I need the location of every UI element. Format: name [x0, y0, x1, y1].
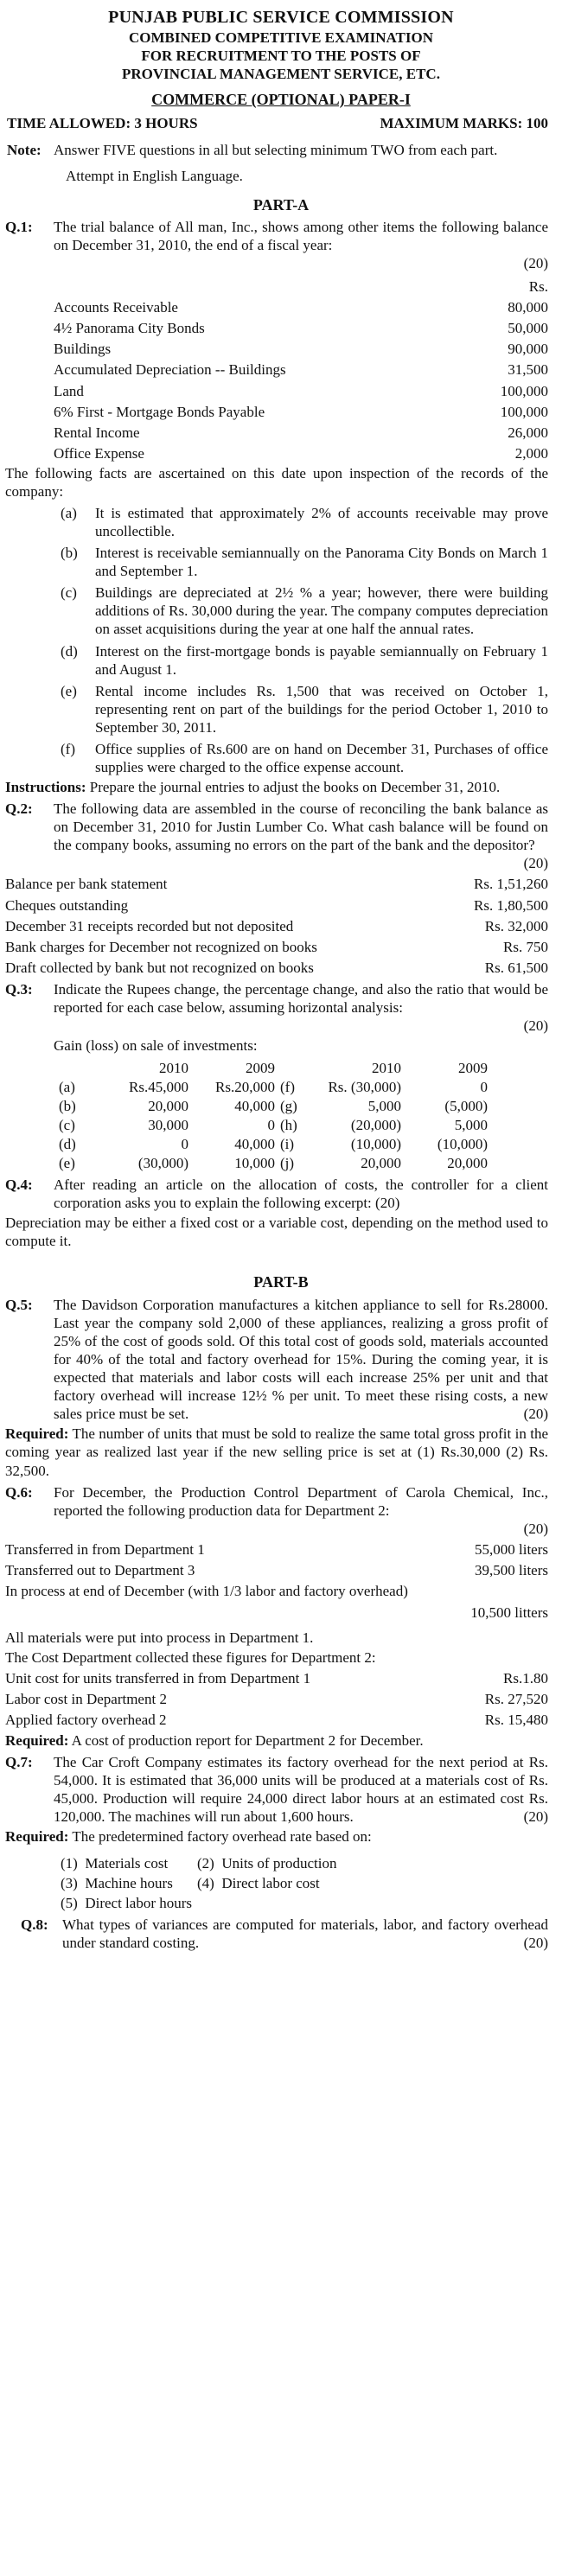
question-text: For December, the Production Control Department of Carola Chemical, Inc., reported the following production data for Department 2:: [54, 1483, 548, 1519]
table-row: Buildings 90,000: [54, 341, 548, 358]
question-number: Q.1:: [5, 218, 33, 235]
question-8: [0, 1916, 562, 1952]
question-number: Q.5:: [5, 1296, 33, 1313]
question-7: [0, 1753, 562, 1826]
fact-item: (d) Interest on the first-mortgage bonds is payable semiannually on February 1 and August 1.: [61, 642, 548, 678]
gain-label: Gain (loss) on sale of investments:: [54, 1037, 258, 1055]
question-number: Q.7:: [5, 1753, 33, 1770]
note-language: Attempt in English Language.: [66, 167, 243, 184]
in-process-label: In process at end of December (with 1/3 labor and factory overhead): [5, 1582, 408, 1599]
fact-item: (f) Office supplies of Rs.600 are on hand on December 31, Purchases of office supplies were charged to the office expense account.: [61, 740, 548, 775]
note: [0, 141, 562, 159]
question-number: Q.3:: [5, 980, 33, 998]
table-row: Land 100,000: [54, 382, 548, 399]
excerpt: Depreciation may be either a fixed cost or a variable cost, depending on the method used to compute it.: [5, 1215, 548, 1250]
exam-subtitle: FOR RECRUITMENT TO THE POSTS OF: [141, 47, 421, 64]
table-row: Labor cost in Department 2 Rs. 27,520: [5, 1691, 548, 1708]
materials-line: All materials were put into process in Department 1.: [5, 1629, 314, 1647]
question-number: Q.8:: [21, 1916, 48, 1934]
fact-item: (c) Buildings are depreciated at 2½ % a year; however, there were building additions of Rs. 30,000 during the year. The company computes depreciation on asset acquisitions during the year at one half the annual rates.: [61, 584, 548, 638]
question-text: The Car Croft Company estimates its factory overhead for the next period at Rs. 54,000. It is estimated that 36,000 units will be produced at a materials cost of Rs. 45,000. Production will require 24,000 direct labor hours at an estimated cost Rs. 120,000. The machines will run about 1,600 hours.: [54, 1753, 548, 1825]
question-marks: (20): [523, 255, 548, 272]
question-3: [0, 980, 562, 1017]
gain-table: [59, 1058, 548, 1172]
table-row: Applied factory overhead 2 Rs. 15,480: [5, 1712, 548, 1729]
question-marks: (20): [523, 855, 548, 872]
question-number: Q.6:: [5, 1483, 33, 1501]
question-text: The following data are assembled in the course of reconciling the bank balance as on December 31, 2010 for Justin Lumber Co. What cash balance will be found on the company books, assuming no errors on the part of the bank and the depositor?: [54, 800, 548, 854]
currency-label: Rs.: [528, 278, 548, 296]
table-row: Cheques outstanding Rs. 1,80,500: [5, 896, 548, 914]
question-marks: (20): [523, 1935, 548, 1952]
required: Required: A cost of production report for Department 2 for December.: [5, 1731, 424, 1749]
table-row: (e) (30,000) 10,000 (j) 20,000 20,000: [59, 1154, 488, 1171]
question-text: The trial balance of All man, Inc., shows among other items the following balance on December 31, 2010, the end of a fiscal year:: [54, 218, 548, 253]
part-a-heading: PART-A: [252, 195, 310, 214]
question-2: [0, 800, 562, 854]
question-marks: (20): [523, 1406, 548, 1423]
table-row: (b) 20,000 40,000 (g) 5,000 (5,000): [59, 1097, 488, 1114]
cost-table: [0, 1669, 562, 1729]
question-1: [0, 218, 562, 254]
list-item: (1) Materials cost (2) Units of production: [61, 1854, 337, 1871]
list-item: (5) Direct labor hours: [61, 1895, 193, 1912]
instructions: Instructions: Prepare the journal entries to adjust the books on December 31, 2010.: [5, 779, 501, 796]
note-label: Note:: [7, 142, 42, 159]
paper-title: COMMERCE (OPTIONAL) PAPER-I: [151, 91, 411, 109]
exam-service: PROVINCIAL MANAGEMENT SERVICE, ETC.: [122, 65, 440, 82]
table-row: Transferred in from Department 1 55,000 liters: [5, 1540, 548, 1558]
production-table: [0, 1540, 562, 1579]
maximum-marks: MAXIMUM MARKS: 100: [380, 115, 548, 132]
question-4: [0, 1176, 562, 1212]
question-text: What types of variances are computed for materials, labor, and factory overhead under standard costing.: [62, 1916, 548, 1952]
cost-dept-line: The Cost Department collected these figures for Department 2:: [5, 1649, 376, 1667]
facts-intro: The following facts are ascertained on this date upon inspection of the records of the company:: [5, 464, 548, 500]
reconciliation-table: [0, 875, 562, 976]
question-number: Q.4:: [5, 1176, 33, 1194]
required: Required: The predetermined factory overhead rate based on:: [5, 1827, 372, 1845]
table-row: Office Expense 2,000: [54, 444, 548, 462]
time-allowed: TIME ALLOWED: 3 HOURS: [7, 115, 198, 132]
question-6: [0, 1483, 562, 1520]
table-row: Rental Income 26,000: [54, 424, 548, 441]
question-text: After reading an article on the allocation of costs, the controller for a client corporation asks you to explain the following excerpt:: [54, 1176, 548, 1212]
table-row: Accounts Receivable 80,000: [54, 299, 548, 316]
question-5: [0, 1296, 562, 1424]
required: Required: The number of units that must be sold to realize the same total gross profit in the coming year as realized last year if the new selling price is set at (1) Rs.30,000 (2) Rs. 32,500.: [5, 1425, 548, 1479]
table-row: 6% First - Mortgage Bonds Payable 100,000: [54, 403, 548, 420]
question-number: Q.2:: [5, 800, 33, 818]
fact-item: (b) Interest is receivable semiannually on the Panorama City Bonds on March 1 and September 1.: [61, 545, 548, 580]
in-process-value: 10,500 litters: [470, 1604, 548, 1622]
table-row: Balance per bank statement Rs. 1,51,260: [5, 876, 548, 893]
question-marks: (20): [375, 1195, 400, 1212]
part-b-heading: PART-B: [253, 1273, 309, 1291]
fact-item: (a) It is estimated that approximately 2% of accounts receivable may prove uncollectible.: [61, 504, 548, 540]
table-row: (a) Rs.45,000 Rs.20,000 (f) Rs. (30,000) 0: [59, 1078, 488, 1095]
table-row: Transferred out to Department 3 39,500 liters: [5, 1561, 548, 1578]
table-row: Unit cost for units transferred in from Department 1 Rs.1.80: [5, 1670, 548, 1687]
table-row: December 31 receipts recorded but not deposited Rs. 32,000: [5, 917, 548, 934]
commission-title: PUNJAB PUBLIC SERVICE COMMISSION: [108, 8, 454, 27]
table-row: 4½ Panorama City Bonds 50,000: [54, 320, 548, 337]
question-text: Indicate the Rupees change, the percentage change, and also the ratio that would be reported for each case below, assuming horizontal analysis:: [54, 980, 548, 1016]
overhead-basis-list: [0, 1854, 562, 1912]
question-marks: (20): [523, 1520, 548, 1537]
table-row: Draft collected by bank but not recognized on books Rs. 61,500: [5, 959, 548, 976]
table-header: 2010 2009 2010 2009: [159, 1059, 488, 1076]
table-row: (d) 0 40,000 (i) (10,000) (10,000): [59, 1135, 488, 1152]
question-text: The Davidson Corporation manufactures a kitchen appliance to sell for Rs.28000. Last year the company sold 2,000 of these appliances, realizing a gross profit of 25% of the cost of goods sold. Of this total cost of goods sold, materials accounted for 40% of the total and factory overhead for 15%. During the coming year, it is expected that materials and labor costs will each increase 25% per unit and that factory overhead will increase 12½ % per unit. To meet these rising costs, a new sales price must be set.: [54, 1296, 548, 1423]
fact-item: (e) Rental income includes Rs. 1,500 that was received on October 1, representing rent on part of the buildings for the period October 1, 2010 to September 30, 2011.: [61, 682, 548, 736]
table-row: (c) 30,000 0 (h) (20,000) 5,000: [59, 1116, 488, 1133]
question-marks: (20): [523, 1017, 548, 1035]
time-marks-row: [0, 114, 562, 132]
note-text: Answer FIVE questions in all but selecting minimum TWO from each part.: [54, 142, 498, 159]
trial-balance-table: [0, 298, 562, 462]
list-item: (3) Machine hours (4) Direct labor cost: [61, 1875, 320, 1892]
exam-title: COMBINED COMPETITIVE EXAMINATION: [129, 29, 433, 46]
table-row: Accumulated Depreciation -- Buildings 31,500: [54, 361, 548, 379]
table-row: Bank charges for December not recognized on books Rs. 750: [5, 938, 548, 955]
question-marks: (20): [523, 1808, 548, 1825]
